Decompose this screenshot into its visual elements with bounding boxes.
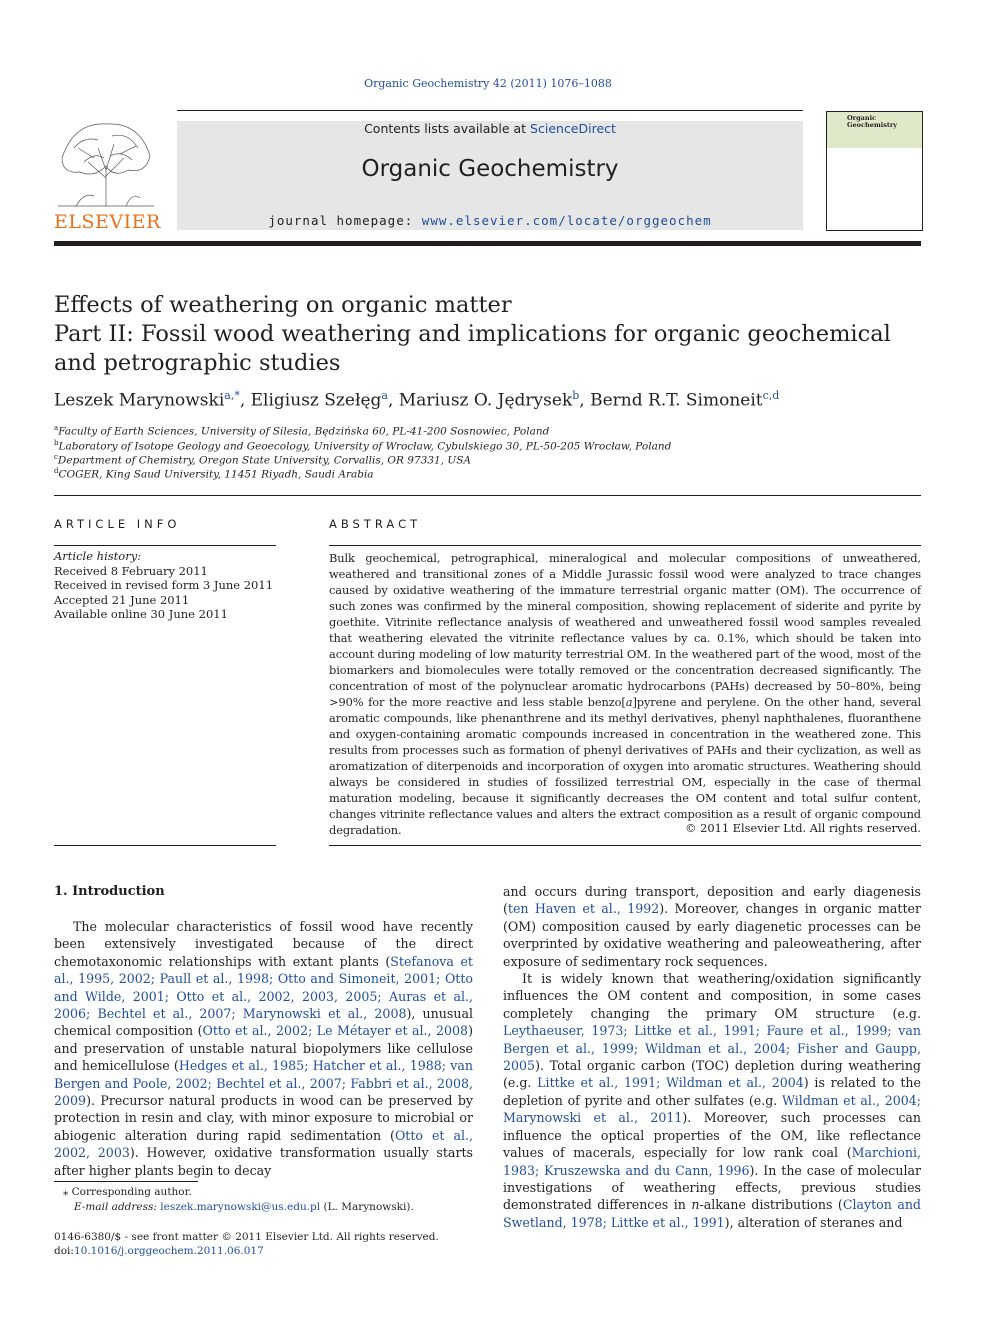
- email-suffix: (L. Marynowski).: [320, 1201, 414, 1213]
- cover-title-line-2: Geochemistry: [847, 121, 898, 129]
- reference-link[interactable]: Hedges et al., 1985; Hatcher et al., 1988; van Bergen and Poole, 2002; Bechtel et al., 2007; Fabbri et al., 2008, 2009: [54, 1058, 473, 1109]
- text-run: -alkane distributions (: [699, 1197, 843, 1213]
- affiliation-mark: d: [54, 467, 59, 475]
- email-link[interactable]: leszek.marynowski@us.edu.pl: [160, 1201, 321, 1213]
- cover-title: [847, 115, 917, 129]
- reference-link[interactable]: Clayton and Swetland, 1978; Littke et al., 1991: [503, 1197, 921, 1230]
- issn-line: 0146-6380/$ - see front matter © 2011 Elsevier Ltd. All rights reserved.: [54, 1231, 439, 1243]
- author-list: [54, 389, 924, 411]
- history-received: Received 8 February 2011: [54, 563, 208, 578]
- homepage-prefix: journal homepage:: [268, 213, 422, 228]
- cover-title-line-1: Organic: [847, 114, 876, 122]
- author-name[interactable]: Bernd R.T. Simoneit: [590, 390, 763, 411]
- reference-link[interactable]: Wildman et al., 2004; Marynowski et al., 2011: [503, 1092, 921, 1126]
- doi-line: [54, 1245, 264, 1257]
- author-affiliation-mark[interactable]: a,*: [224, 389, 240, 402]
- reference-link[interactable]: Otto et al., 2002, 2003: [54, 1127, 473, 1161]
- author-separator: ,: [579, 390, 591, 411]
- affiliation: [54, 439, 924, 453]
- text-run: ). However, oxidative transformation usually starts after higher plants begin to decay: [54, 1145, 473, 1178]
- contents-prefix: Contents lists available at: [364, 121, 531, 136]
- text-run: ). Precursor natural products in wood can be preserved by protection in resin and clay, with minor exposure to microbial or abiogenic alteration during rapid sedimentation (: [54, 1093, 473, 1143]
- affiliation-text: COGER, King Saud University, 11451 Riyadh, Saudi Arabia: [58, 468, 374, 481]
- body-column-right: [503, 883, 921, 1231]
- italic-run: n: [691, 1197, 700, 1213]
- reference-link[interactable]: Marchioni, 1983; Kruszewska and du Cann, 1996: [503, 1145, 921, 1178]
- article-history: [54, 549, 276, 622]
- affiliation-text: Department of Chemistry, Oregon State University, Corvallis, OR 97331, USA: [57, 454, 471, 467]
- reference-link[interactable]: Otto et al., 2002; Le Métayer et al., 2008: [202, 1023, 469, 1039]
- affiliation-mark: a: [54, 424, 59, 432]
- publisher-wordmark: ELSEVIER: [54, 211, 161, 233]
- journal-name: Organic Geochemistry: [361, 156, 619, 182]
- reference-link[interactable]: Littke et al., 1991; Wildman et al., 2004: [537, 1075, 804, 1091]
- text-run: ), unusual chemical composition (: [54, 1006, 473, 1039]
- intro-paragraph-1: [54, 918, 473, 1179]
- affiliation-text: Faculty of Earth Sciences, University of Silesia, Będzińska 60, PL-41-200 Sosnowiec, Poland: [58, 425, 550, 438]
- article-info-bottom-rule: [54, 845, 276, 846]
- affiliation-mark: c: [54, 453, 58, 461]
- body-column-left: [54, 918, 473, 1179]
- doi-link[interactable]: 10.1016/j.orggeochem.2011.06.017: [73, 1245, 264, 1257]
- header-divider: [177, 110, 803, 111]
- text-run: and occurs during transport, deposition and early diagenesis (: [503, 884, 921, 917]
- abstract-heading: ABSTRACT: [329, 517, 422, 531]
- footnote-rule: [54, 1181, 198, 1182]
- history-online: Available online 30 June 2011: [54, 607, 228, 621]
- text-run: The molecular characteristics of fossil wood have recently been extensively investigated because of the direct chemotaxonomic relationships with extant plants (: [54, 919, 473, 969]
- title-line-2: Part II: Fossil wood weathering and implications for organic geochemical: [54, 321, 891, 347]
- title-line-3: and petrographic studies: [54, 350, 341, 376]
- author-affiliation-mark[interactable]: b: [572, 389, 580, 402]
- journal-citation[interactable]: Organic Geochemistry 42 (2011) 1076–1088: [364, 77, 612, 90]
- author-affiliation-mark[interactable]: a: [381, 389, 388, 402]
- history-revised: Received in revised form 3 June 2011: [54, 578, 274, 592]
- header-thick-rule: [54, 241, 921, 246]
- author-name[interactable]: Mariusz O. Jędrysek: [398, 390, 573, 411]
- text-run: ) and preservation of unstable natural biopolymers like cellulose and hemicellulose (: [54, 1023, 473, 1074]
- history-label: Article history:: [54, 549, 142, 563]
- title-block-divider: [54, 495, 921, 496]
- affiliation-mark: b: [54, 439, 59, 447]
- text-run: ) is related to the depletion of pyrite and other sulfates (e.g.: [503, 1075, 921, 1108]
- email-note: [74, 1201, 414, 1213]
- journal-homepage: [177, 213, 803, 228]
- reference-link[interactable]: Stefanova et al., 1995, 2002; Paull et al., 1998; Otto and Simoneit, 2001; Otto and Wilde, 2001; Otto et al., 2002, 2003, 2005; Auras et al., 2006; Bechtel et al., 2007; Marynowski et al., 2008: [54, 953, 473, 1022]
- abstract-rule: [329, 545, 921, 546]
- abstract-italic: a: [625, 695, 633, 709]
- contents-line: [177, 121, 803, 136]
- article-info-heading: ARTICLE INFO: [54, 517, 181, 531]
- text-run: ). Moreover, changes in organic matter (OM) composition caused by early diagenetic processes can be overprinted by oxidative weathering and paleoweathering, after exposure of sedimentary rock sequences.: [503, 901, 921, 969]
- reference-link[interactable]: Leythaeuser, 1973; Littke et al., 1991; Faure et al., 1999; van Bergen et al., 1999; Wildman et al., 2004; Fisher and Gaupp, 2005: [503, 1023, 921, 1074]
- abstract-part-1: Bulk geochemical, petrographical, mineralogical and molecular compositions of unweathered, weathered and transitional zones of a Middle Jurassic fossil wood were analyzed to trace changes caused by oxidative weathering of the immature terrestrial organic matter (OM). The occurrence of such zones was confirmed by the mineral composition, showing replacement of siderite and pyrite by goethite. Vitrinite reflectance analysis of weathered and unweathered fossil wood samples revealed that weathering elevated the vitrinite reflectance values by ca. 0.1%, which should be taken into account during modeling of low maturity terrestrial OM. In the weathered part of the wood, most of the biomarkers and biomolecules were totally removed or the concentration decreased significantly. The concentration of most of the polynuclear aromatic hydrocarbons (PAHs) decreased by 50–80%, being >90% for the more reactive and less stable benzo[: [329, 551, 921, 709]
- text-run: It is widely known that weathering/oxidation significantly influences the OM content and composition, in some cases completely changing the primary OM structure (e.g.: [503, 971, 921, 1021]
- text-run: ). Total organic carbon (TOC) depletion during weathering (e.g.: [503, 1058, 921, 1091]
- abstract-copyright: © 2011 Elsevier Ltd. All rights reserved.: [685, 821, 921, 835]
- journal-cover-thumbnail[interactable]: [826, 111, 923, 231]
- intro-paragraph-1-continued: [503, 883, 921, 970]
- author-name[interactable]: Leszek Marynowski: [54, 390, 225, 411]
- abstract-part-2: ]pyrene and perylene. On the other hand, several aromatic compounds, like phenanthrene and its methyl derivatives, phenyl naphthalenes, fluoranthene and oxygen-containing aromatic compounds increased in concentration in the weathered zone. This results from processes such as formation of phenyl derivatives of PAHs and their cyclization, as well as aromatization of diterpenoids and incorporation of oxygen into aromatic structures. Weathering should always be considered in studies of fossilized terrestrial OM, especially in the case of thermal maturation modeling, because it significantly decreases the OM content and total sulfur content, changes vitrinite reflectance values and alters the extract composition as a result of organic compound degradation.: [329, 695, 921, 837]
- author-affiliation-mark[interactable]: c,d: [762, 389, 780, 402]
- abstract-bottom-rule: [329, 845, 921, 846]
- section-heading-introduction: 1. Introduction: [54, 884, 165, 899]
- corresponding-author-note: ⁎ Corresponding author.: [63, 1186, 192, 1198]
- title-line-1: Effects of weathering on organic matter: [54, 292, 512, 318]
- reference-link[interactable]: ten Haven et al., 1992: [507, 901, 660, 917]
- doi-label: doi:: [54, 1245, 74, 1257]
- article-title: [54, 291, 924, 378]
- author-separator: ,: [239, 390, 251, 411]
- affiliation-text: Laboratory of Isotope Geology and Geoecology, University of Wrocław, Cybulskiego 30, PL-50-205 Wrocław, Poland: [58, 440, 672, 453]
- intro-paragraph-2: [503, 970, 921, 1231]
- text-run: ). Moreover, such processes can influence the optical properties of the OM, like reflectance values of macerals, especially for low rank coal (: [503, 1110, 921, 1161]
- author-separator: ,: [387, 390, 399, 411]
- homepage-link[interactable]: www.elsevier.com/locate/orggeochem: [421, 213, 712, 228]
- affiliation: [54, 453, 924, 467]
- article-info-rule: [54, 545, 276, 546]
- email-label: E-mail address:: [74, 1201, 161, 1213]
- affiliation: [54, 424, 924, 438]
- sciencedirect-link[interactable]: ScienceDirect: [530, 121, 616, 136]
- abstract-text: [329, 550, 921, 838]
- text-run: ), alteration of steranes and: [724, 1214, 903, 1230]
- text-run: ). In the case of molecular investigations of weathering effects, previous studies demonstrated differences in: [503, 1162, 921, 1213]
- author-name[interactable]: Eligiusz Szełęg: [250, 390, 382, 411]
- history-accepted: Accepted 21 June 2011: [54, 592, 190, 607]
- affiliation: [54, 467, 924, 481]
